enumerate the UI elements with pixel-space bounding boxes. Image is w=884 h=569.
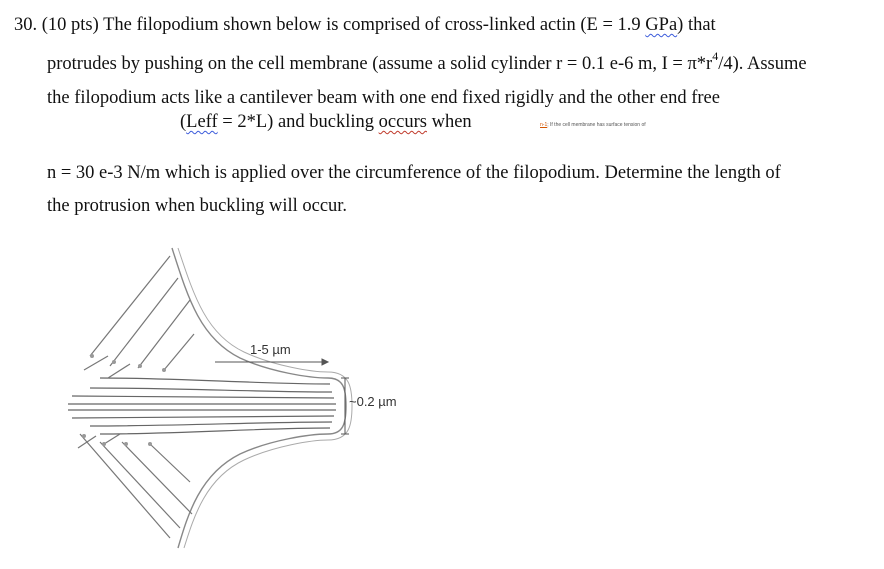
problem-line-4-end: when <box>426 112 472 132</box>
problem-line-2 <box>47 48 807 75</box>
tiny-mark: n-1 <box>540 122 548 128</box>
problem-line-3: the filopodium acts like a cantilever beam with one end fixed rigidly and the other end free <box>47 88 720 108</box>
paren: ( <box>180 112 187 132</box>
width-marker <box>341 378 349 434</box>
problem-line-2-end: /4). Assume <box>718 54 807 74</box>
exponent: 4 <box>712 48 719 63</box>
problem-line-1 <box>14 14 716 36</box>
actin-network-lower <box>78 434 192 538</box>
actin-network-upper <box>84 256 194 378</box>
occurs-word: occurs <box>378 112 427 132</box>
problem-line-4 <box>180 111 472 133</box>
problem-line-1-text: (10 pts) The filopodium shown below is comprised of cross-linked actin (E = 1.9 <box>41 15 646 35</box>
problem-line-6: the protrusion when buckling will occur. <box>47 196 348 216</box>
problem-line-2-text: protrudes by pushing on the cell membrane (assume a solid cylinder r = 0.1 e-6 m, I = π*r <box>47 54 713 74</box>
length-arrow <box>215 359 328 365</box>
tiny-inserted-note <box>540 122 646 128</box>
actin-bundle <box>68 378 336 434</box>
tiny-text: ; If the cell membrane has surface tension of <box>547 122 646 128</box>
problem-line-1-end: ) that <box>677 15 716 35</box>
problem-number: 30. <box>14 15 38 35</box>
length-label: 1-5 µm <box>250 342 291 357</box>
filopodium-diagram <box>60 238 420 558</box>
actin-nodes-upper <box>90 354 166 372</box>
problem-line-5: n = 30 e-3 N/m which is applied over the circumference of the filopodium. Determine the length of <box>47 163 781 183</box>
width-label: ~0.2 µm <box>349 394 397 409</box>
gpa-unit: GPa <box>645 15 678 35</box>
problem-line-4-mid: = 2*L) and buckling <box>217 112 379 132</box>
leff-term: Leff <box>186 112 218 132</box>
